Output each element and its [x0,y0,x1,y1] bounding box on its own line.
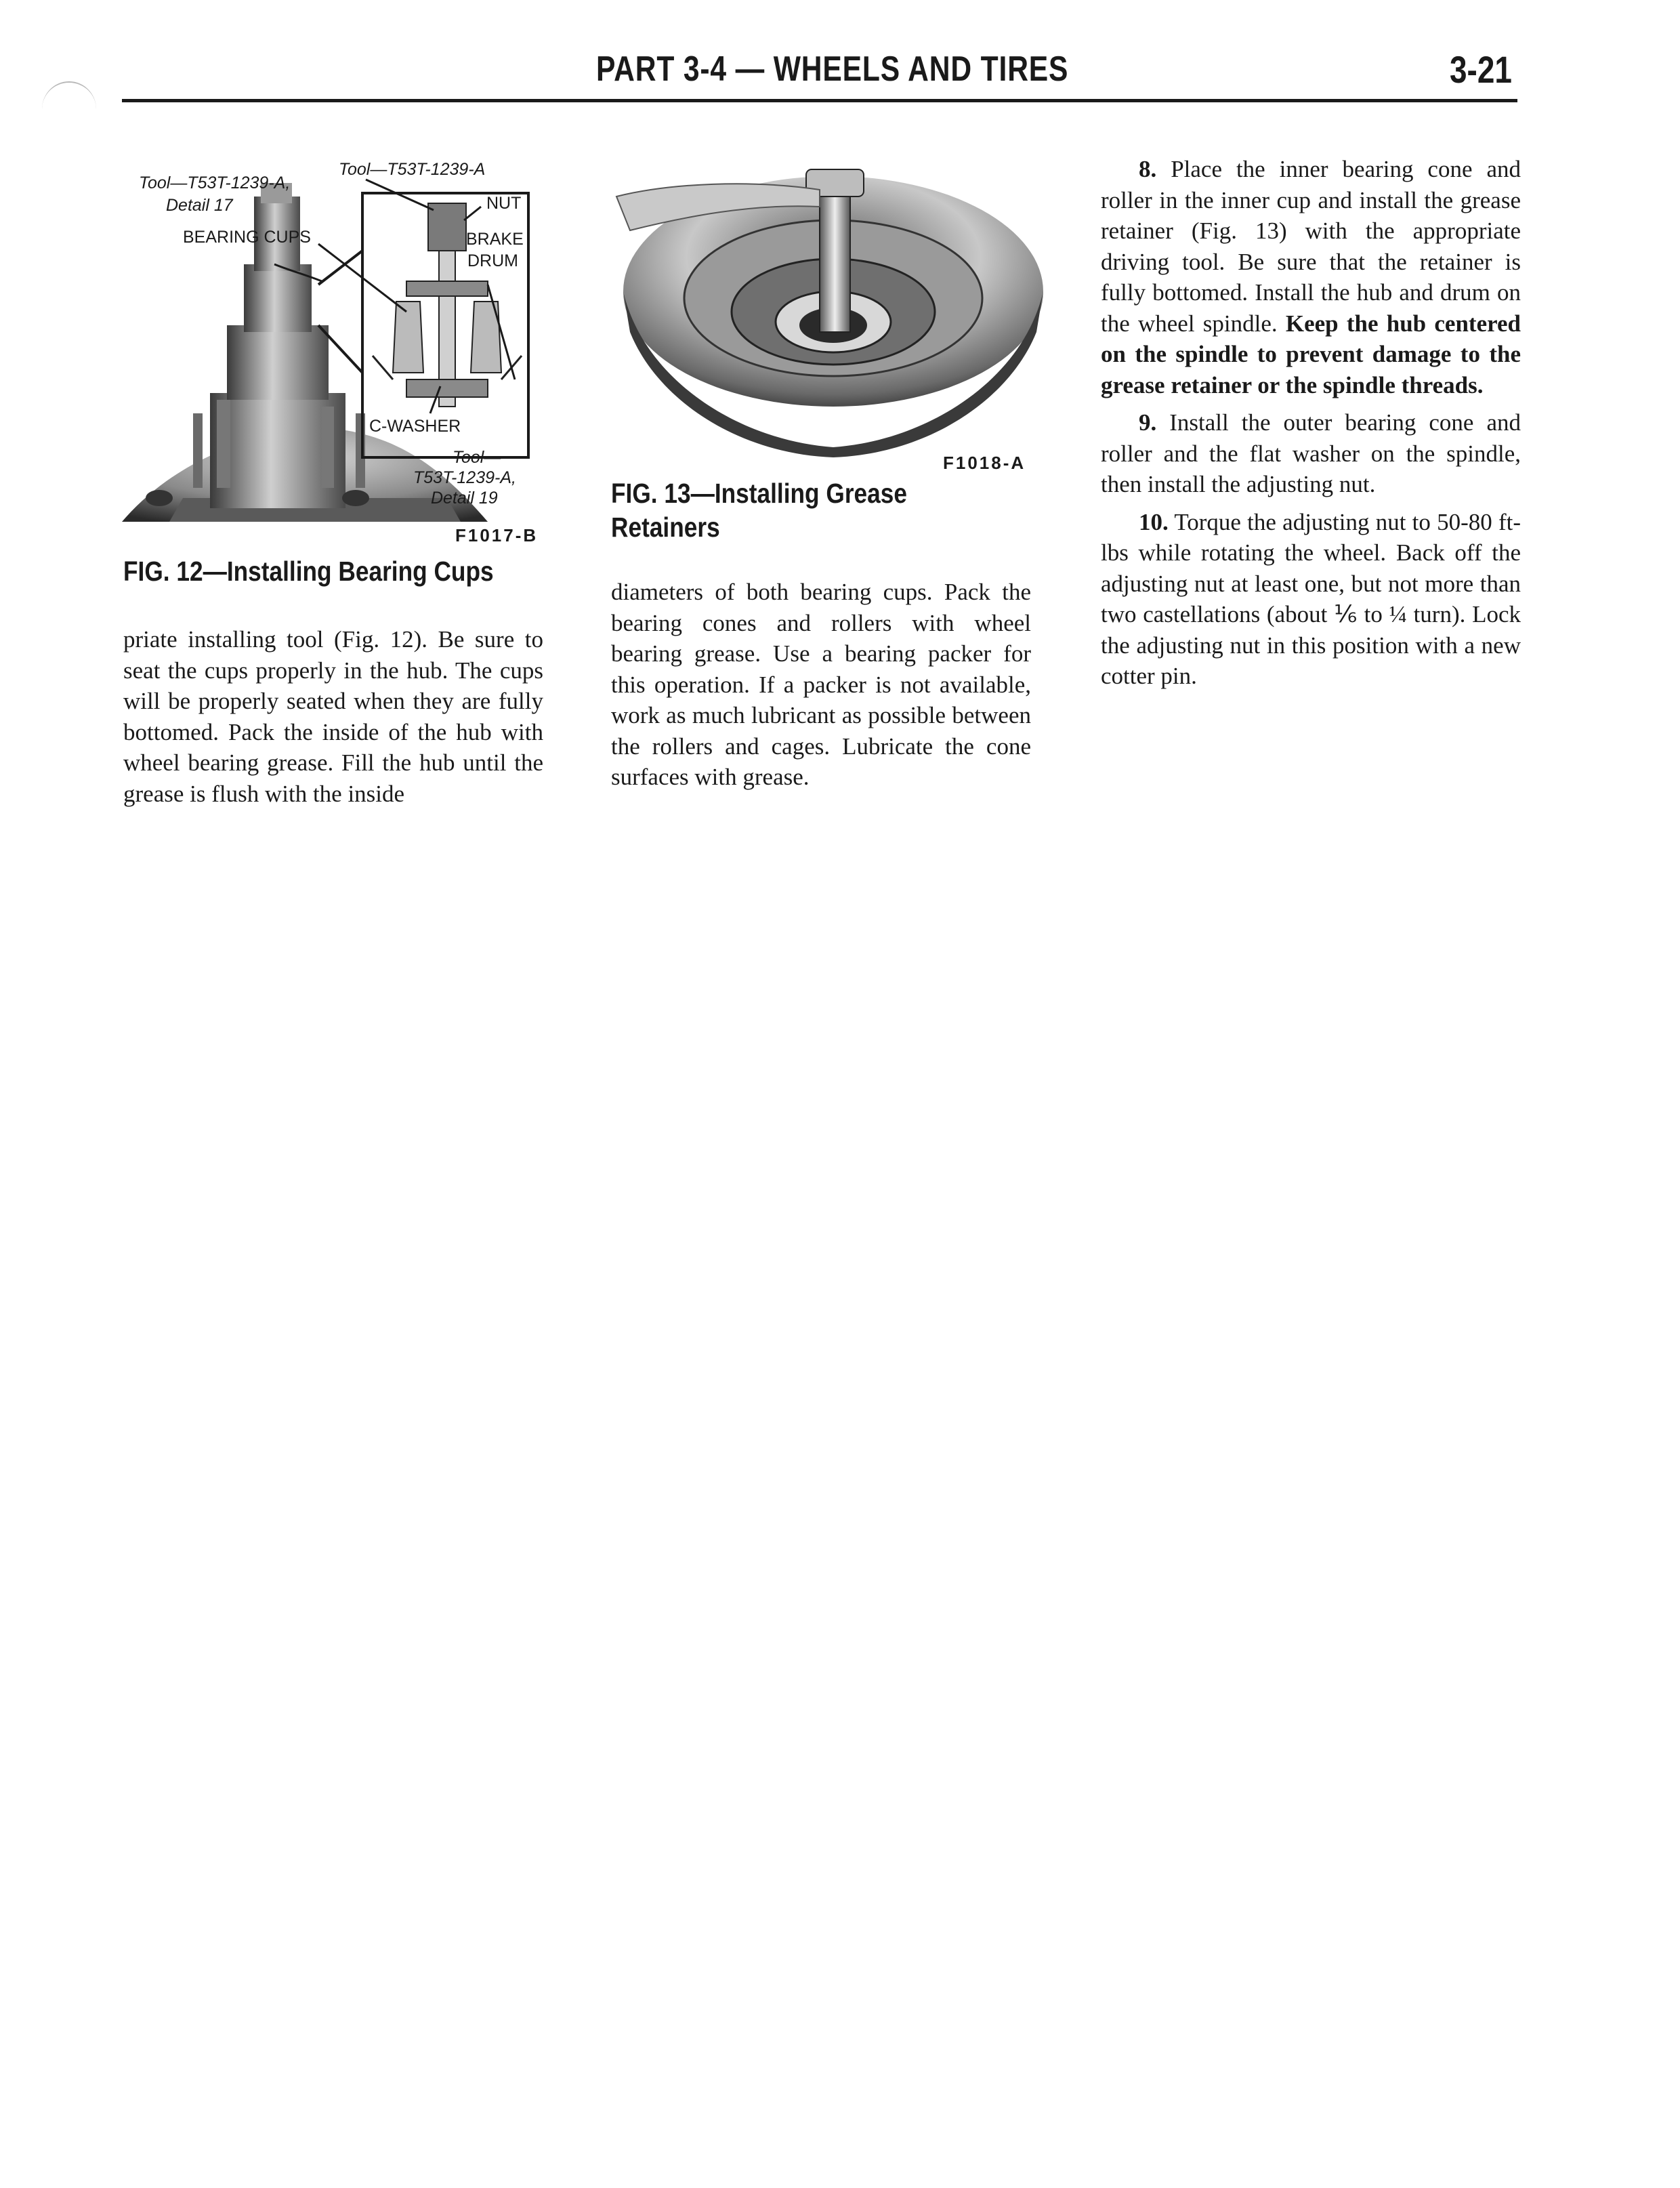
fig13-caption-line2: Retainers [611,512,720,543]
page-number: 3-21 [1450,48,1512,91]
fig12-label-tool-detail19-line1: Tool— [453,448,501,467]
step-9-text: Install the outer bearing cone and roller and the flat washer on the spindle, then install the adjusting nut. [1101,409,1521,497]
fig12-label-brake: BRAKE [466,230,524,249]
column-1-paragraph: priate installing tool (Fig. 12). Be sure to seat the cups properly in the hub. The cups will be properly seated when they are fully bottomed. Pack the inside of the hub with wheel bearing grease. Fill the hub until the grease is flush with the inside [123,626,543,807]
fig12-code: F1017-B [455,525,539,545]
fig12-label-tool-top: Tool—T53T-1239-A [339,160,486,179]
column-2-text-block [611,577,1031,793]
column-3-text-block [1101,154,1521,699]
fig12-label-tool-detail19-line2: T53T-1239-A, [413,468,516,487]
fig12-label-tool-detail17-line1: Tool—T53T-1239-A, [139,173,291,192]
column-1-text-block [123,624,543,809]
step-8-text: Place the inner bearing cone and roller in the inner cup and install the grease retainer (Fig. 13) with the appropriate driving tool. Be sure that the retainer is fully bottomed. Install the hub and drum on the wheel spindle. [1101,156,1521,337]
fig13-caption-line1: FIG. 13—Installing Grease [611,478,907,509]
figure-13-illustration [603,156,1050,468]
page-header-title: PART 3-4 — WHEELS AND TIRES [596,49,1069,89]
fig12-caption: FIG. 12—Installing Bearing Cups [123,556,494,587]
fig12-label-tool-detail19-line3: Detail 19 [431,489,498,508]
step-9 [1101,407,1521,500]
step-10-number: 10. [1139,508,1169,535]
header-rule [122,99,1517,102]
column-2-paragraph: diameters of both bearing cups. Pack the bearing cones and rollers with wheel bearing grease. Use a bearing packer for this operation. If a packer is not available, work as much lubricant as possible between the rollers and cages. Lubricate the cone surfaces with grease. [611,579,1031,790]
step-8 [1101,154,1521,400]
step-10-text: Torque the adjusting nut to 50-80 ft-lbs while rotating the wheel. Back off the adjusting nut at least one, but not more than two castellations (about ⅙ to ¼ turn). Lock the adjusting nut in this position with a new cotter pin. [1101,508,1521,689]
fig12-label-c-washer: C-WASHER [369,417,461,436]
fig12-label-drum: DRUM [467,251,518,270]
fig12-label-bearing-cups: BEARING CUPS [183,228,311,247]
fig12-label-tool-detail17-line2: Detail 17 [166,196,233,215]
page-corner-mark [42,81,96,137]
step-10 [1101,507,1521,692]
fig12-label-nut: NUT [486,194,522,213]
step-9-number: 9. [1139,409,1157,436]
step-8-number: 8. [1139,156,1157,182]
fig13-code: F1018-A [943,453,1026,473]
step-8-bold-text: Keep the hub centered on the spindle to prevent damage to the grease retainer or the spindle threads. [1101,310,1521,398]
